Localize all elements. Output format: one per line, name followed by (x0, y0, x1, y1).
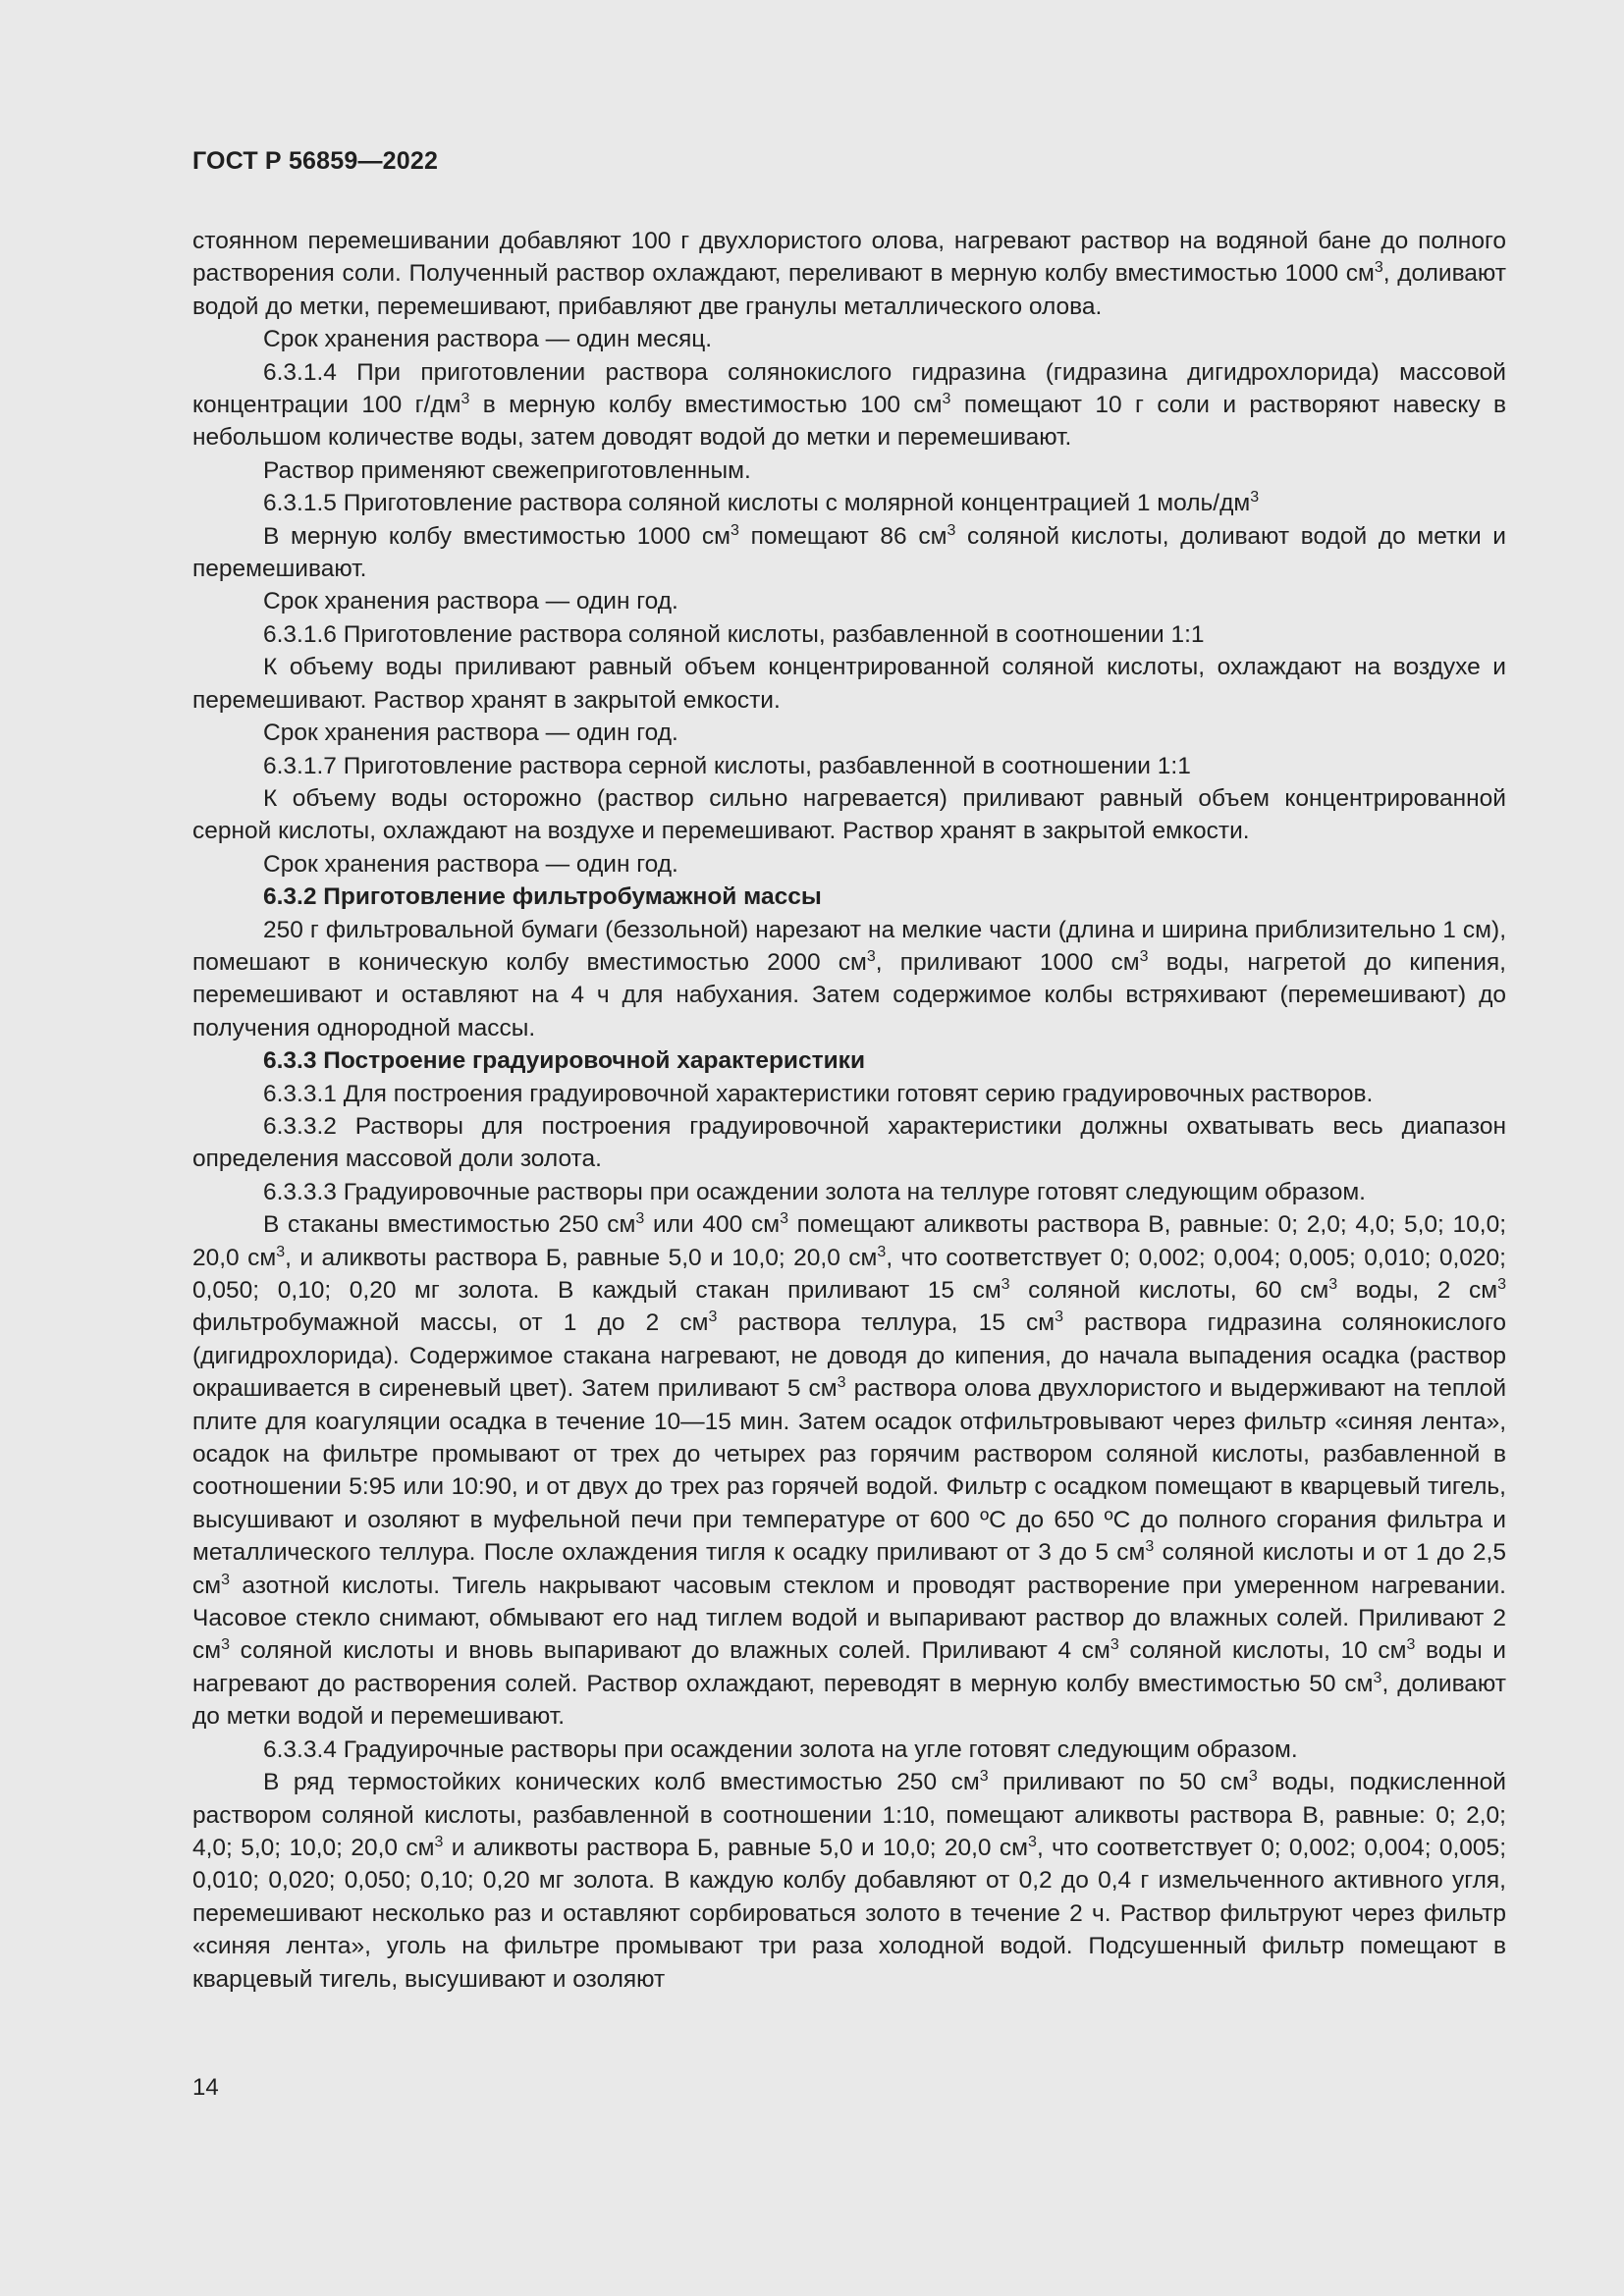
paragraph: Срок хранения раствора — один год. (263, 850, 678, 878)
paragraph: В стаканы вместимостью 250 $см^3$ или 400 $см^3$ помещают аликвоты раствора В, равные: 0; 2,0; 4,0; 5,0; 10,0; 20,0 $см^3$, и аликвоты раствора Б, равные 5,0 и 10,0; 20,0 $см^3$, что соответствует 0; 0,002; 0,004; 0,005; 0,010; 0,020; 0,050; 0,10; 0,20 мг золота. В каждый стакан приливают 15 $см^3$ соляной кислоты, 60 $см^3$ воды, 2 $см^3$ фильтробумажной массы, от 1 до 2 $см^3$ раствора теллура, 15 $см^3$ раствора гидразина солянокислого (дигидрохлорида). Содержимое стакана нагревают, не доводя до кипения, до начала выпадения осадка (раствор окрашивается в сиреневый цвет). Затем приливают 5 $см^3$ раствора олова двухлористого и выдерживают на теплой плите для коагуляции осадка в течение 10—15 мин. Затем осадок отфильтровывают через фильтр «синяя лента», осадок на фильтре промывают от трех до четырех раз горячим раствором соляной кислоты, разбавленной в соотношении 5:95 или 10:90, и от двух до трех раз горячей водой. Фильтр с осадком помещают в кварцевый тигель, высушивают и озоляют в муфельной печи при температуре от 600 ºС до 650 ºС до полного сгорания фильтра и металлического теллура. После охлаждения тигля к осадку приливают от 3 до 5 $см^3$ соляной кислоты и от 1 до 2,5 $см^3$ азотной кислоты. Тигель накрывают часовым стеклом и проводят растворение при умеренном нагревании. Часовое стекло снимают, обмывают его над тиглем водой и выпаривают раствор до влажных солей. Приливают 2 $см^3$ соляной кислоты и вновь выпаривают до влажных солей. Приливают 4 $см^3$ соляной кислоты, 10 $см^3$ воды и нагревают до растворения солей. Раствор охлаждают, переводят в мерную колбу вместимостью 50 $см^3$, доливают до метки водой и перемешивают. (192, 1210, 1507, 1731)
document-header: ГОСТ Р 56859—2022 (192, 147, 439, 175)
paragraph: 6.3.1.5 Приготовление раствора соляной кислоты с молярной концентрацией 1 моль/$дм^3$ (263, 489, 1260, 517)
paragraph: Срок хранения раствора — один год. (263, 588, 678, 615)
paragraph: Раствор применяют свежеприготовленным. (263, 456, 751, 484)
paragraph: 250 г фильтровальной бумаги (беззольной) нарезают на мелкие части (длина и ширина приблизительно 1 см), помешают в коническую колбу вместимостью 2000 $см^3$, приливают 1000 $см^3$ воды, нагретой до кипения, перемешивают и оставляют на 4 ч для набухания. Затем содержимое колбы встряхивают (перемешивают) до получения однородной массы. (192, 916, 1506, 1041)
page-number: 14 (192, 2074, 219, 2101)
paragraph: В ряд термостойких конических колб вместимостью 250 $см^3$ приливают по 50 $см^3$ воды, подкисленной раствором соляной кислоты, разбавленной в соотношении 1:10, помещают аликвоты раствора В, равные: 0; 2,0; 4,0; 5,0; 10,0; 20,0 $см^3$ и аликвоты раствора Б, равные 5,0 и 10,0; 20,0 $см^3$, что соответствует 0; 0,002; 0,004; 0,005; 0,010; 0,020; 0,050; 0,10; 0,20 мг золота. В каждую колбу добавляют от 0,2 до 0,4 г измельченного активного угля, перемешивают несколько раз и оставляют сорбироваться золото в течение 2 ч. Раствор фильтруют через фильтр «синяя лента», уголь на фильтре промывают три раза холодной водой. Подсушенный фильтр помещают в кварцевый тигель, высушивают и озоляют (192, 1768, 1506, 1993)
paragraph: 6.3.3.1 Для построения градуировочной характеристики готовят серию градуировочных растворов. (263, 1080, 1374, 1107)
paragraph: 6.3.3.2 Растворы для построения градуировочной характеристики должны охватывать весь диапазон определения массовой доли золота. (192, 1112, 1506, 1173)
paragraph: 6.3.3.4 Градуирочные растворы при осаждении золота на угле готовят следующим образом. (263, 1735, 1298, 1763)
paragraph: 6.3.1.6 Приготовление раствора соляной кислоты, разбавленной в соотношении 1:1 (263, 620, 1205, 648)
paragraph: Срок хранения раствора — один год. (263, 720, 678, 747)
section-heading: 6.3.3 Построение градуировочной характеристики (263, 1047, 866, 1075)
paragraph: Срок хранения раствора — один месяц. (263, 326, 713, 353)
paragraph: В мерную колбу вместимостью 1000 $см^3$ помещают 86 $см^3$ соляной кислоты, доливают водой до метки и перемешивают. (192, 521, 1506, 583)
paragraph: 6.3.1.7 Приготовление раствора серной кислоты, разбавленной в соотношении 1:1 (263, 752, 1191, 779)
paragraph: К объему воды осторожно (раствор сильно нагревается) приливают равный объем концентрированной серной кислоты, охлаждают на воздухе и перемешивают. Раствор хранят в закрытой емкости. (192, 784, 1506, 845)
paragraph: 6.3.1.4 При приготовлении раствора солянокислого гидразина (гидразина дигидрохлорида) массовой концентрации 100 $г/дм^3$ в мерную колбу вместимостью 100 $см^3$ помещают 10 г соли и растворяют навеску в небольшом количестве воды, затем доводят водой до метки и перемешивают. (192, 358, 1507, 452)
paragraph: К объему воды приливают равный объем концентрированной соляной кислоты, охлаждают на воздухе и перемешивают. Раствор хранят в закрытой емкости. (192, 654, 1506, 714)
section-heading: 6.3.2 Приготовление фильтробумажной массы (263, 883, 822, 911)
document-body (192, 225, 1506, 1996)
paragraph: 6.3.3.3 Градуировочные растворы при осаждении золота на теллуре готовят следующим образом. (263, 1178, 1366, 1205)
paragraph: стоянном перемешивании добавляют 100 г двухлористого олова, нагревают раствор на водяной бане до полного растворения соли. Полученный раствор охлаждают, переливают в мерную колбу вместимостью 1000 $см^3$, доливают водой до метки, перемешивают, прибавляют две гранулы металлического олова. (192, 228, 1506, 320)
